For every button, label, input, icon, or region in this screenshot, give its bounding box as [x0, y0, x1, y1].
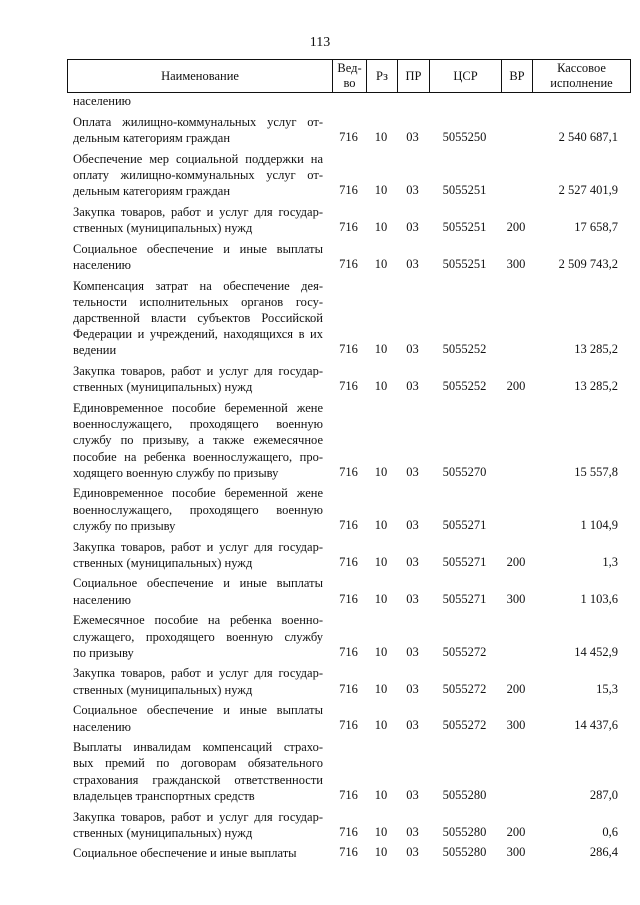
row-ved: 716	[339, 129, 358, 144]
row-name-line: Социальное обеспечение и иные выплаты	[73, 846, 297, 861]
row-amount: 286,4	[589, 845, 618, 860]
row-name-line: Оплата жилищно-коммунальных услуг от-	[73, 114, 323, 129]
row-pr: 03	[406, 342, 419, 357]
row-amount: 2 540 687,1	[558, 129, 618, 144]
row-name-line: дельным категориям граждан	[73, 184, 231, 198]
row-name-line: военнослужащего, проходящего военную	[73, 417, 323, 432]
row-ved: 716	[339, 219, 358, 234]
row-ved: 716	[339, 517, 358, 532]
row-name-line: тельности исполнительных органов госу-	[73, 294, 323, 309]
row-rz: 10	[374, 644, 388, 659]
row-vr: 200	[506, 379, 526, 394]
row-name-line: населению	[73, 592, 131, 607]
row-name	[73, 151, 323, 200]
row-vr: 300	[506, 718, 526, 733]
row-ved: 716	[339, 554, 358, 569]
table-row	[0, 739, 640, 804]
header-pr: ПР	[405, 68, 422, 83]
row-name	[73, 539, 323, 571]
row-name-line: пособие на ребенка военнослужащего, про-	[73, 449, 323, 464]
row-ved: 716	[339, 182, 358, 197]
row-vr: 300	[506, 845, 526, 860]
row-amount: 1,3	[602, 554, 618, 569]
row-name-line: ведении	[73, 343, 117, 358]
row-amount: 2 509 743,2	[558, 256, 618, 271]
header-name: Наименование	[161, 68, 239, 83]
row-csr: 5055252	[442, 379, 487, 394]
row-csr: 5055280	[442, 787, 487, 802]
row-csr: 5055271	[442, 517, 487, 532]
row-ved: 716	[339, 681, 358, 696]
row-pr: 03	[406, 464, 419, 479]
row-vr: 200	[506, 554, 526, 569]
row-name-line: населению	[73, 257, 131, 272]
row-csr: 5055250	[442, 129, 487, 144]
row-pr: 03	[406, 219, 419, 234]
table-row	[0, 204, 640, 236]
row-name	[73, 485, 323, 534]
row-ved: 716	[339, 845, 358, 860]
row-name	[73, 241, 323, 273]
table-row	[0, 400, 640, 481]
row-ved: 716	[339, 824, 358, 839]
row-ved: 716	[339, 464, 358, 479]
row-csr: 5055252	[442, 342, 487, 357]
row-name-line: дельным категориям граждан	[73, 130, 231, 145]
row-pr: 03	[406, 379, 419, 394]
row-name-line: Социальное обеспечение и иные выплаты	[73, 703, 323, 718]
row-name-line: Единовременное пособие беременной жене	[73, 486, 323, 501]
row-amount: 15,3	[596, 681, 618, 696]
table-row	[0, 363, 640, 395]
row-pr: 03	[406, 681, 419, 696]
row-rz: 10	[374, 219, 388, 234]
table-row	[0, 809, 640, 841]
row-rz: 10	[374, 718, 388, 733]
row-rz: 10	[374, 845, 388, 860]
table-row	[0, 539, 640, 571]
row-name-line: службу по призыву	[73, 518, 176, 533]
header-csr: ЦСР	[453, 68, 478, 83]
row-name-line: службу по призыву, а также ежемесячное	[73, 433, 323, 448]
row-rz: 10	[374, 554, 388, 569]
row-ved: 716	[339, 591, 358, 606]
table-row	[0, 485, 640, 534]
header-amount-line2: исполнение	[550, 76, 613, 90]
row-vr: 200	[506, 681, 526, 696]
header-ved-line2: во	[343, 76, 356, 90]
row-name-line: Закупка товаров, работ и услуг для государ-	[73, 666, 323, 681]
row-name	[73, 612, 323, 661]
row-name-line: служащего, проходящего военную службу	[73, 629, 323, 644]
row-name-line: Ежемесячное пособие на ребенка военно-	[73, 613, 323, 628]
row-amount: 13 285,2	[574, 379, 618, 394]
header-ved-line1: Вед-	[337, 61, 362, 75]
row-ved: 716	[339, 718, 358, 733]
row-pr: 03	[406, 787, 419, 802]
row-name	[73, 702, 323, 734]
row-ved: 716	[339, 379, 358, 394]
row-amount: 14 452,9	[574, 644, 618, 659]
row-name-line: Социальное обеспечение и иные выплаты	[73, 241, 323, 256]
row-name-line: ходящего военную службу по призыву	[73, 465, 279, 480]
row-name	[73, 575, 323, 607]
row-name-line: ственных (муниципальных) нужд	[73, 555, 253, 570]
row-name-line: Компенсация затрат на обеспечение дея-	[73, 278, 323, 293]
row-name	[73, 665, 323, 697]
row-csr: 5055280	[442, 845, 487, 860]
table-row	[0, 702, 640, 734]
row-name	[73, 93, 323, 109]
row-pr: 03	[406, 718, 419, 733]
row-vr: 200	[506, 219, 526, 234]
row-name-line: Закупка товаров, работ и услуг для государ-	[73, 539, 323, 554]
row-vr: 200	[506, 824, 526, 839]
header-amount	[533, 60, 630, 92]
row-name-line: дарственной власти субъектов Российской	[73, 310, 323, 325]
row-ved: 716	[339, 787, 358, 802]
row-name	[73, 114, 323, 146]
row-name-line: вых премий по договорам обязательного	[73, 756, 323, 771]
row-name	[73, 278, 323, 359]
row-csr: 5055280	[442, 824, 487, 839]
row-ved: 716	[339, 644, 358, 659]
row-name-line: Закупка товаров, работ и услуг для государ-	[73, 364, 323, 378]
row-name-line: населению	[73, 94, 131, 108]
row-pr: 03	[406, 256, 419, 271]
row-amount: 13 285,2	[574, 342, 618, 357]
row-rz: 10	[374, 824, 388, 839]
row-pr: 03	[406, 845, 419, 860]
row-vr: 300	[506, 591, 526, 606]
row-ved: 716	[339, 342, 358, 357]
table-row	[0, 241, 640, 273]
row-amount: 15 557,8	[574, 464, 618, 479]
row-pr: 03	[406, 644, 419, 659]
row-csr: 5055272	[442, 681, 487, 696]
row-csr: 5055272	[442, 644, 487, 659]
row-name-line: владельцев транспортных средств	[73, 788, 255, 803]
row-name-line: Выплаты инвалидам компенсаций страхо-	[73, 740, 323, 755]
row-name	[73, 400, 323, 481]
row-name-line: страхования гражданской ответственности	[73, 772, 323, 787]
table-row	[0, 612, 640, 661]
table-row	[0, 93, 640, 109]
row-name-line: ственных (муниципальных) нужд	[73, 380, 253, 395]
row-name	[73, 739, 323, 804]
row-rz: 10	[374, 681, 388, 696]
row-rz: 10	[374, 129, 388, 144]
table-header	[67, 59, 631, 93]
row-name	[73, 845, 323, 861]
row-name-line: Обеспечение мер социальной поддержки на	[73, 151, 323, 166]
row-pr: 03	[406, 517, 419, 532]
row-rz: 10	[374, 182, 388, 197]
header-rz: Рз	[376, 68, 388, 83]
row-pr: 03	[406, 129, 419, 144]
row-csr: 5055272	[442, 718, 487, 733]
row-name-line: ственных (муниципальных) нужд	[73, 682, 253, 697]
row-name	[73, 809, 323, 841]
table-row	[0, 114, 640, 146]
row-rz: 10	[374, 517, 388, 532]
row-name-line: Закупка товаров, работ и услуг для государ-	[73, 204, 323, 219]
row-vr: 300	[506, 256, 526, 271]
row-csr: 5055270	[442, 464, 487, 479]
row-amount: 14 437,6	[574, 718, 618, 733]
row-name	[73, 363, 323, 395]
row-pr: 03	[406, 591, 419, 606]
table-row	[0, 665, 640, 697]
row-name-line: Социальное обеспечение и иные выплаты	[73, 576, 323, 591]
row-csr: 5055271	[442, 591, 487, 606]
row-name-line: ственных (муниципальных) нужд	[73, 825, 253, 840]
row-amount: 2 527 401,9	[558, 182, 618, 197]
row-pr: 03	[406, 824, 419, 839]
header-amount-line1: Кассовое	[557, 61, 606, 75]
row-name-line: Федерации и учреждений, находящихся в их	[73, 327, 323, 342]
row-name-line: Закупка товаров, работ и услуг для государ-	[73, 809, 323, 824]
row-csr: 5055251	[442, 256, 487, 271]
page-number: 113	[309, 35, 331, 50]
table-row	[0, 278, 640, 359]
row-csr: 5055271	[442, 554, 487, 569]
row-amount: 287,0	[589, 787, 618, 802]
table-row	[0, 151, 640, 200]
row-rz: 10	[374, 342, 388, 357]
row-name-line: военнослужащего, проходящего военную	[73, 502, 323, 517]
row-amount: 0,6	[602, 824, 618, 839]
row-name-line: по призыву	[73, 645, 134, 660]
row-amount: 1 103,6	[580, 591, 618, 606]
row-pr: 03	[406, 182, 419, 197]
row-rz: 10	[374, 787, 388, 802]
table-row	[0, 575, 640, 607]
row-rz: 10	[374, 379, 388, 394]
row-name	[73, 204, 323, 236]
header-ved	[333, 60, 366, 92]
row-csr: 5055251	[442, 182, 487, 197]
row-ved: 716	[339, 256, 358, 271]
row-name-line: оплату жилищно-коммунальных услуг от-	[73, 167, 323, 182]
row-name-line: населению	[73, 719, 131, 734]
row-rz: 10	[374, 591, 388, 606]
row-rz: 10	[374, 256, 388, 271]
row-pr: 03	[406, 554, 419, 569]
row-name-line: Единовременное пособие беременной жене	[73, 400, 323, 415]
row-rz: 10	[374, 464, 388, 479]
row-csr: 5055251	[442, 219, 487, 234]
row-amount: 17 658,7	[574, 219, 618, 234]
row-amount: 1 104,9	[580, 517, 618, 532]
table-row	[0, 845, 640, 861]
row-name-line: ственных (муниципальных) нужд	[73, 220, 253, 235]
header-vr: ВР	[509, 68, 525, 83]
